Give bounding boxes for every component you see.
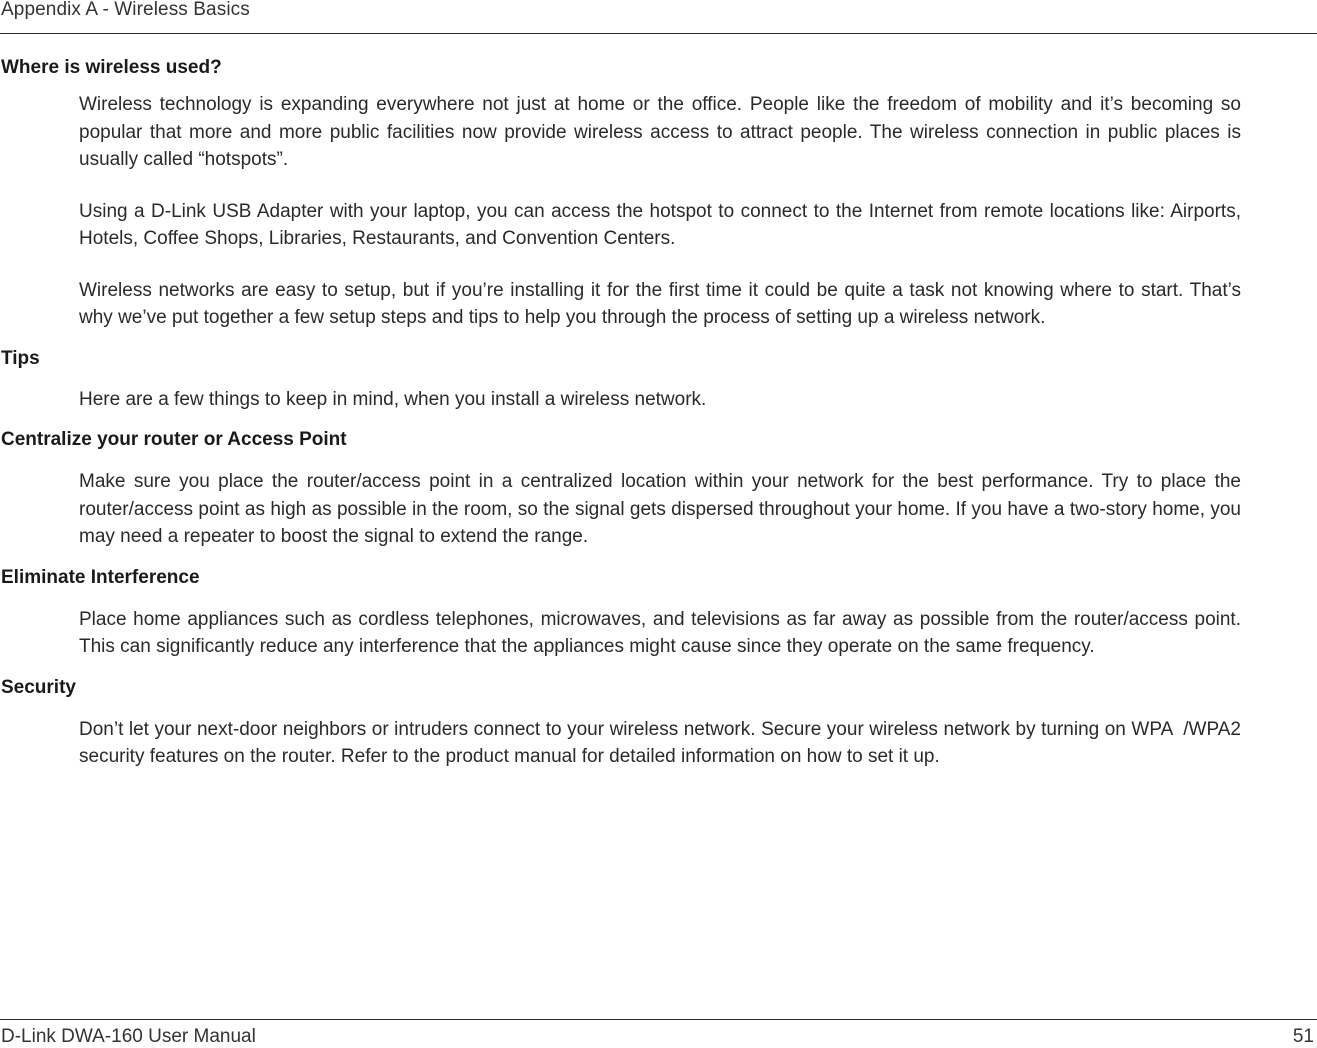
section-heading-centralize: Centralize your router or Access Point [1,429,347,450]
paragraph-security: Don’t let your next-door neighbors or intruders connect to your wireless network. Secure your wireless network by turning on WPA /WPA2 security features on the router. Refer to the product manual for detailed information on how to set it up. [79,718,1252,767]
paragraph-interference: Place home appliances such as cordless telephones, microwaves, and televisions as far away as possible from the router/access point. This can significantly reduce any interference that the appliances might cause since they operate on the same frequency. [79,608,1241,657]
page-header-title: Appendix A - Wireless Basics [1,0,250,20]
page-content [0,55,1317,771]
section-heading-where-used: Where is wireless used? [1,57,222,78]
paragraph-centralize: Make sure you place the router/access point in a centralized location within your network for the best performance. Try to place the router/access point as high as possible in the room, so the signal gets dispersed throughout your home. If you have a two-story home, you may need a repeater to boost the signal to extend the range. [79,471,1241,547]
footer-manual-name: D-Link DWA-160 User Manual [1,1026,256,1047]
paragraph-where-used-3: Wireless networks are easy to setup, but if you’re installing it for the first time it could be quite a task not knowing where to start. That’s why we’ve put together a few setup steps and tips to help you through the process of setting up a wireless network. [79,279,1241,328]
section-heading-security: Security [1,676,76,698]
paragraph-where-used-2: Using a D-Link USB Adapter with your laptop, you can access the hotspot to connect to the Internet from remote locations like: Airports, Hotels, Coffee Shops, Libraries, Restaurants, and Convention Centers. [79,200,1241,249]
page-header [0,0,1317,34]
page-footer [0,1019,1317,1048]
section-heading-tips: Tips [1,347,40,369]
paragraph-where-used-1: Wireless technology is expanding everywhere not just at home or the office. People like the freedom of mobility and it’s becoming so popular that more and more public facilities now provide wireless access to attract people. The wireless connection in public places is usually called “hotspots”. [79,94,1241,170]
footer-page-number: 51 [1292,1026,1314,1047]
paragraph-tips: Here are a few things to keep in mind, when you install a wireless network. [79,388,707,410]
section-heading-interference: Eliminate Interference [1,566,200,588]
